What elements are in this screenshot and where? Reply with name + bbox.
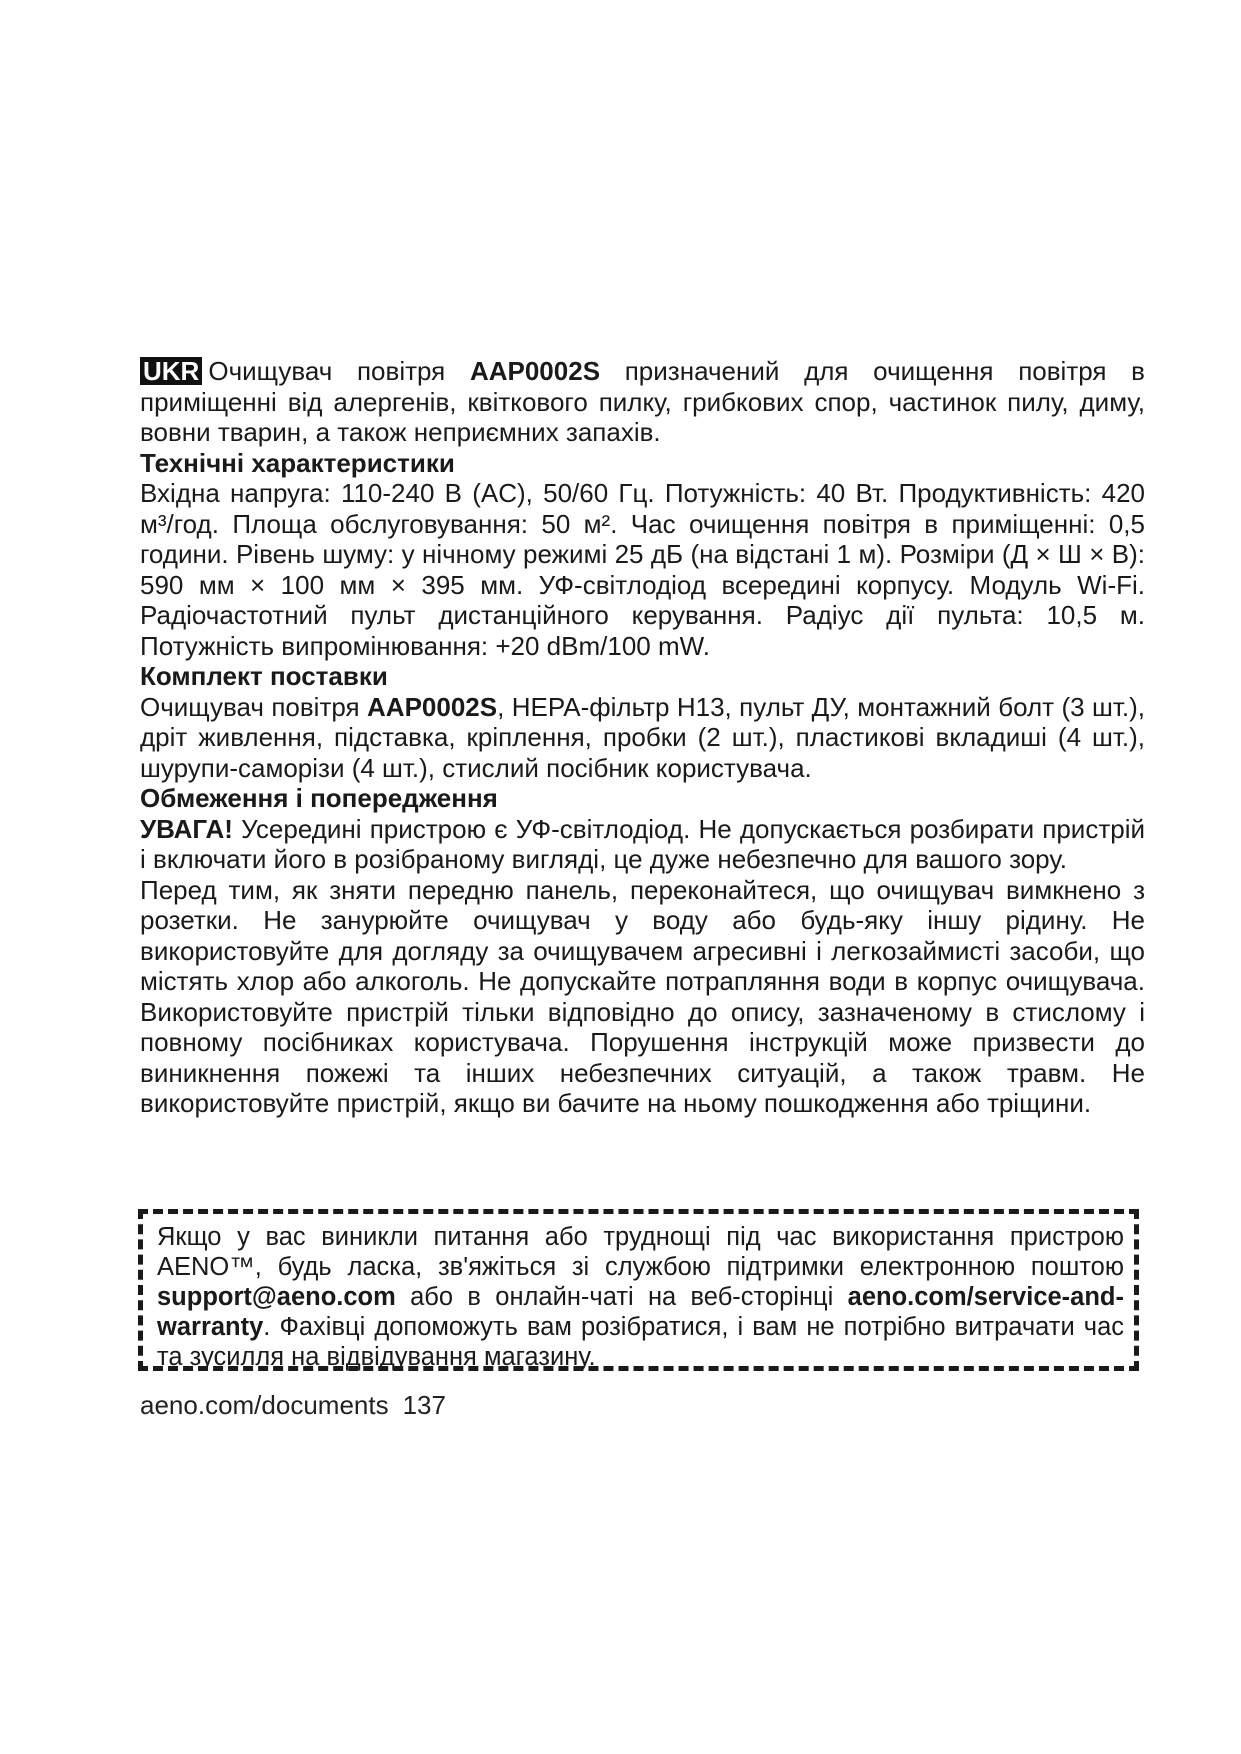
specs-text: Вхідна напруга: 110-240 В (AC), 50/60 Гц. Потужність: 40 Вт. Продуктивність: 420 м³/год. Площа обслуговування: 50 м². Час очищення повітря в приміщенні: 0,5 години. Рівень шуму: у нічному режимі 25 дБ (на відстані 1 м). Розміри (Д × Ш × В): 590 мм × 100 мм × 395 мм. УФ-світлодіод всередині корпусу. Модуль Wi-Fi. Радіочастотний пульт дистанційного керування. Радіус дії пульта: 10,5 м. Потужність випромінювання: +20 dBm/100 mW. <box>140 478 1145 661</box>
specs-heading: Технічні характеристики <box>140 447 455 478</box>
package-model: AAP0002S <box>367 691 498 722</box>
warnings-paragraph: Перед тим, як зняти передню панель, переконайтеся, що очищувач вимкнено з розетки. Не занурюйте очищувач у воду або будь-яку іншу рідину. Не використовуйте для догляду за очищувачем агресивні і легкозаймисті засоби, що містять хлор або алкоголь. Не допускайте потрапляння води в корпус очищувача. Використовуйте пристрій тільки відповідно до опису, зазначеному в стислому і повному посібниках користувача. Порушення інструкцій може призвести до виникнення пожежі та інших небезпечних ситуацій, а також травм. Не використовуйте пристрій, якщо ви бачите на ньому пошкодження або тріщини. <box>140 874 1145 1118</box>
attention-label: УВАГА! <box>140 813 233 844</box>
package-text <box>140 692 1145 784</box>
package-text-end: , HEPA-фільтр H13, пульт ДУ, монтажний болт (3 шт.), дріт живлення, підставка, кріплення, пробки (2 шт.), пластикові вкладиші (4 шт.), шурупи-саморізи (4 шт.), стислий посібник користувача. <box>140 691 1145 783</box>
support-box <box>138 1209 1139 1371</box>
footer-site: aeno.com/documents <box>140 1390 389 1420</box>
support-url-link[interactable]: aeno.com/service-and-warranty <box>157 1283 1124 1341</box>
support-text-1: Якщо у вас виникли питання або труднощі під час використання пристрою AENO™, будь ласка, зв'яжіться зі службою підтримки електронною поштою <box>157 1223 1124 1281</box>
attention-text: Усередині пристрою є УФ-світлодіод. Не допускається розбирати пристрій і включати його в розібраному вигляді, це дуже небезпечно для вашого зору. <box>140 813 1145 874</box>
intro-model: AAP0002S <box>469 356 601 386</box>
intro-text-end: призначений для очищення повітря в приміщенні від алергенів, квіткового пилку, грибкових спор, частинок пилу, диму, вовни тварин, а також неприємних запахів. <box>140 356 1145 447</box>
language-tag: UKR <box>140 357 202 385</box>
warnings-heading: Обмеження і попередження <box>140 783 498 813</box>
page-footer <box>140 1390 446 1420</box>
intro-text-start: Очищувач повітря <box>208 356 470 386</box>
support-email-link[interactable]: support@aeno.com <box>157 1283 396 1311</box>
package-text-start: Очищувач повітря <box>140 691 368 722</box>
package-heading: Комплект поставки <box>140 661 388 691</box>
support-text-2: або в онлайн-чаті на веб-сторінці <box>395 1283 848 1311</box>
intro-paragraph <box>140 356 1145 448</box>
support-text-3: . Фахівці допоможуть вам розібратися, і вам не потрібно витрачати час та зусилля на відвідування магазину. <box>157 1313 1124 1371</box>
attention-paragraph <box>140 814 1145 875</box>
page-number: 137 <box>402 1390 446 1420</box>
document-body <box>140 356 1145 1119</box>
